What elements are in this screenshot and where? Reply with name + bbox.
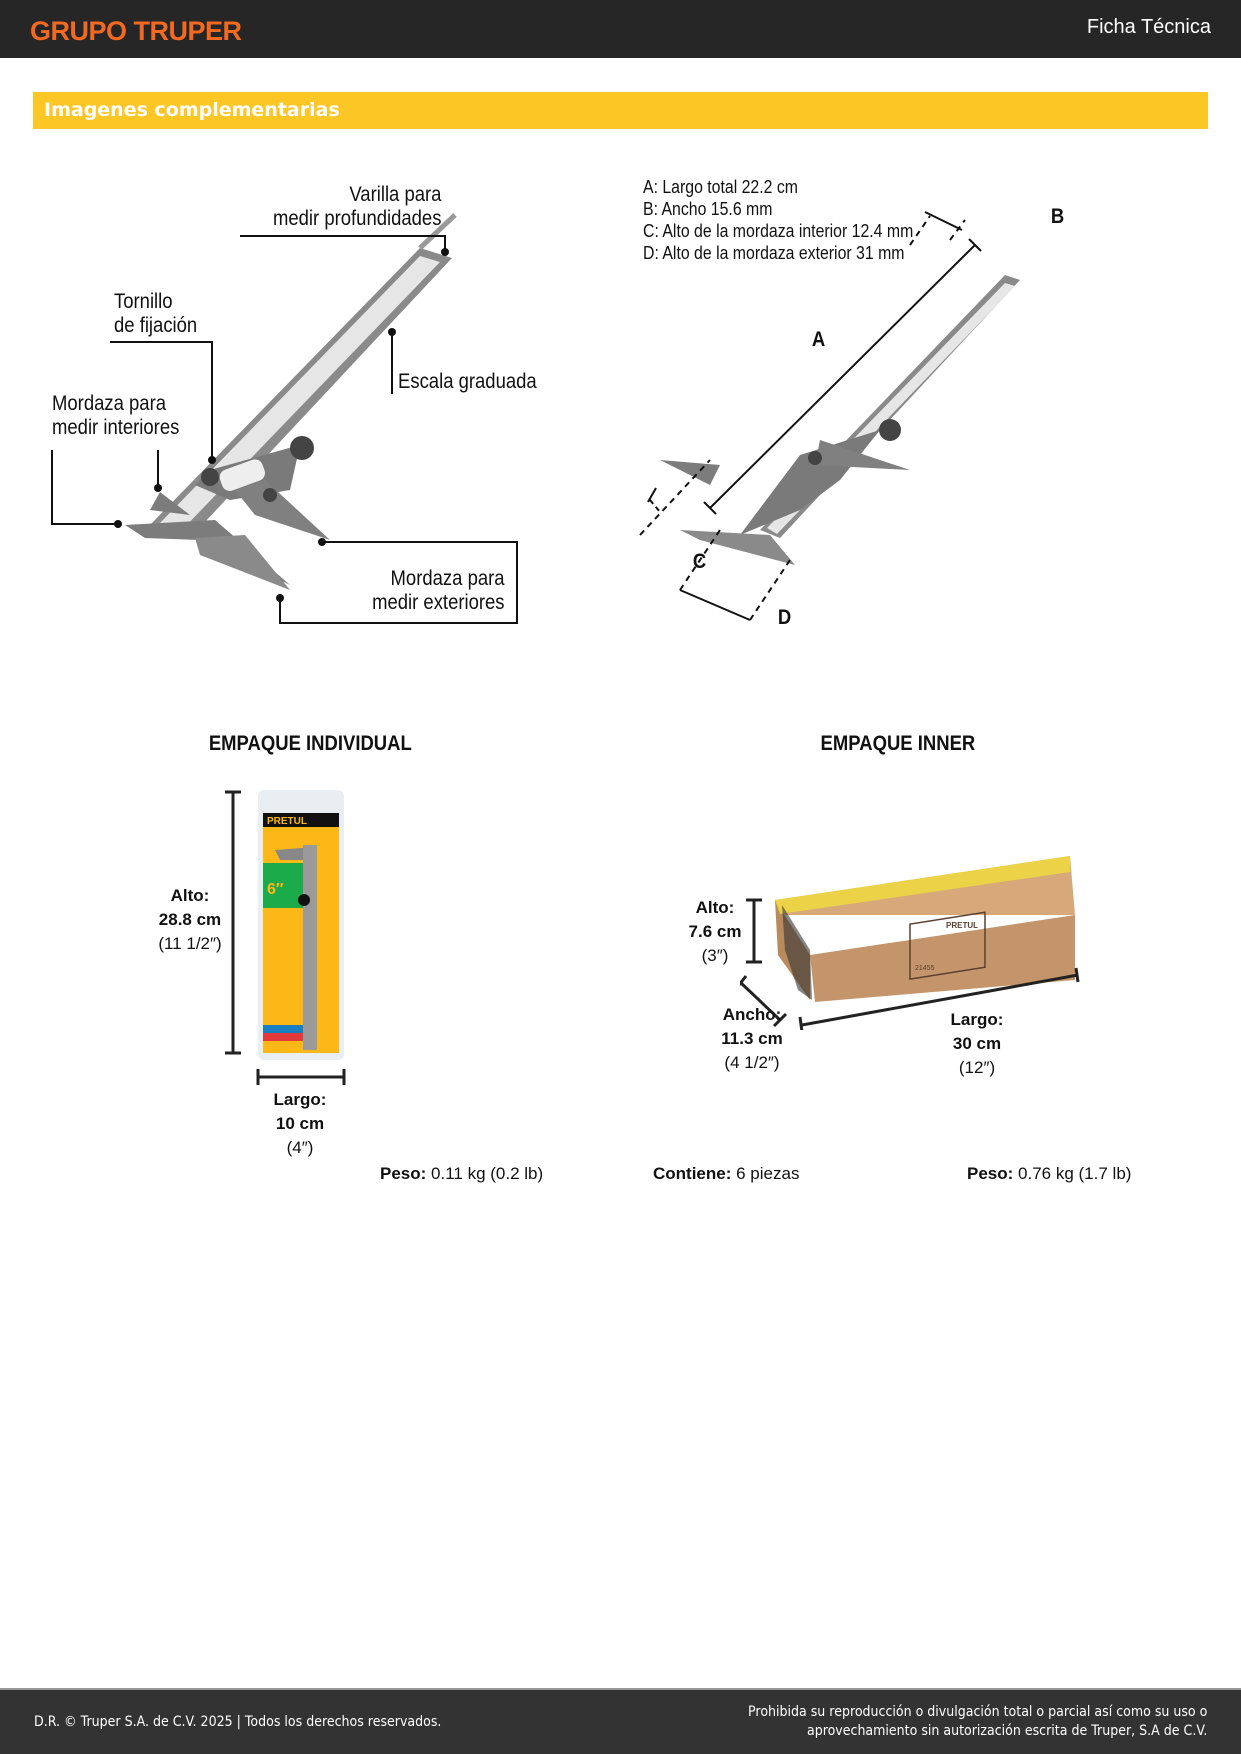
inner-pack-title: EMPAQUE INNER [820, 732, 976, 755]
inner-box-diagram [740, 850, 1090, 1030]
box-code-text: 21455 [915, 965, 935, 972]
dimension-legend: A: Largo total 22.2 cm B: Ancho 15.6 mm C: Alto de la mordaza interior 12.4 mm D: Alto de la mordaza exterior 31 mm [643, 177, 914, 263]
individual-alto: Alto: 28.8 cm (11 1/2″) [158, 886, 222, 953]
pack-brand-text: PRETUL [267, 816, 307, 827]
header-bar [0, 0, 1241, 58]
inner-contiene: Contiene: 6 piezas [653, 1164, 800, 1183]
individual-peso: Peso: 0.11 kg (0.2 lb) [380, 1164, 544, 1183]
section-title: Imagenes complementarias [44, 99, 340, 121]
inner-peso: Peso: 0.76 kg (1.7 lb) [967, 1164, 1132, 1183]
label-depth-rod: Varilla para medir profundidades [272, 183, 441, 230]
section-banner [33, 92, 1208, 129]
label-outside-jaw: Mordaza para medir exteriores [372, 567, 505, 614]
individual-pack-diagram [220, 785, 360, 1095]
inner-alto: Alto: 7.6 cm (3″) [688, 898, 742, 965]
label-lock-screw: Tornillo de fijación [114, 290, 198, 337]
logo: GRUPO TRUPER [30, 16, 242, 46]
footer-copyright: D.R. © Truper S.A. de C.V. 2025 | Todos los derechos reservados. [34, 1714, 442, 1730]
individual-largo: Largo: 10 cm (4″) [273, 1090, 327, 1157]
box-brand-text: PRETUL [946, 921, 978, 930]
caliper-illustration [660, 275, 1020, 565]
dim-letter-b: B [1050, 205, 1065, 228]
individual-pack-title: EMPAQUE INDIVIDUAL [208, 732, 412, 755]
footer-notice: Prohibida su reproducción o divulgación total o parcial así como su uso o aprovechamiento sin autorización escrita de Truper, S.A de C.V. [747, 1704, 1207, 1739]
dim-letter-c: C [692, 550, 707, 573]
pack-size-text: 6″ [267, 881, 284, 898]
inner-largo: Largo: 30 cm (12″) [950, 1010, 1004, 1077]
header-title: Ficha Técnica [1086, 16, 1211, 38]
label-inside-jaw: Mordaza para medir interiores [52, 392, 180, 439]
dim-letter-a: A [811, 328, 826, 351]
footer [0, 1688, 1241, 1754]
inner-ancho: Ancho: 11.3 cm (4 1/2″) [721, 1005, 783, 1072]
label-scale: Escala graduada [398, 370, 537, 393]
dim-letter-d: D [777, 606, 792, 629]
